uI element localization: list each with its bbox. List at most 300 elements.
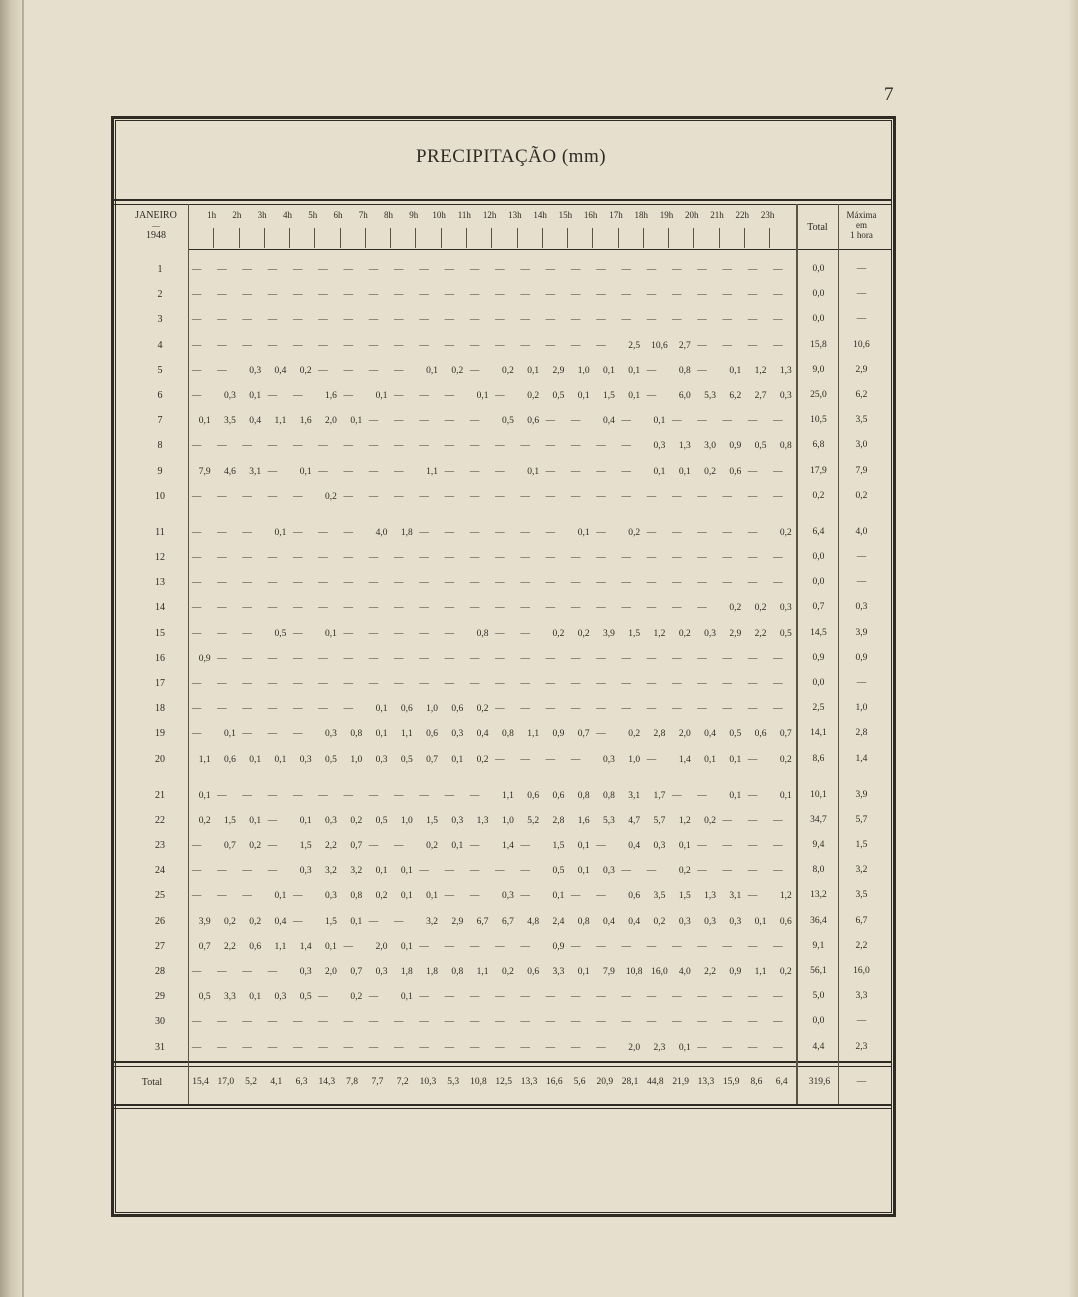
hour-cell: — <box>267 466 278 477</box>
hour-cell: — <box>520 578 530 589</box>
hour-cell: — <box>343 1042 353 1053</box>
hour-cell: — <box>242 790 252 801</box>
hour-cell: — <box>722 578 733 589</box>
hour-cell: — <box>646 315 657 326</box>
hour-cell: — <box>773 466 783 477</box>
hour-cell: — <box>217 967 227 977</box>
hour-cell: — <box>747 992 758 1003</box>
hour-cell: 0,1 <box>198 416 211 427</box>
hour-cell: — <box>368 653 379 664</box>
hour-cell: — <box>318 265 328 275</box>
hour-cell: — <box>520 1017 530 1028</box>
hour-cell: 3,0 <box>704 441 716 452</box>
hour-cell: 0,1 <box>577 967 590 977</box>
hour-cell: 10,6 <box>651 340 668 351</box>
hour-cell: — <box>217 1017 227 1028</box>
hour-cell: — <box>520 1042 530 1053</box>
hour-cell: — <box>596 315 606 326</box>
hour-col-divider <box>264 228 265 248</box>
hour-cell: — <box>697 290 707 301</box>
hour-cell: 1,7 <box>653 790 666 801</box>
row-max-1h: 6,2 <box>855 390 868 400</box>
hour-cell: — <box>318 992 328 1003</box>
hour-cell: — <box>495 754 505 765</box>
hour-cell: — <box>621 941 631 952</box>
hour-cell: — <box>267 578 278 589</box>
hour-cell: — <box>596 891 606 902</box>
day-label: 31 <box>155 1041 165 1053</box>
hour-cell: 0,1 <box>577 527 590 538</box>
hour-cell: 1,6 <box>325 391 337 401</box>
hour-cell: — <box>596 679 606 689</box>
hour-cell: 5,7 <box>653 815 666 826</box>
hour-cell: 0,3 <box>779 391 792 401</box>
hour-cell: — <box>570 992 581 1003</box>
day-label: 13 <box>155 577 165 589</box>
hour-cell: 0,5 <box>552 391 565 401</box>
hour-cell: — <box>368 679 379 689</box>
hour-cell: — <box>419 941 429 952</box>
hour-cell: 0,1 <box>451 754 464 765</box>
hour-header-20: 20h <box>685 210 699 220</box>
row-max-1h: — <box>856 314 867 325</box>
hour-cell: — <box>318 704 328 715</box>
hour-cell: 0,8 <box>577 790 590 801</box>
hour-cell: — <box>368 553 379 563</box>
hour-cell: 0,2 <box>779 754 792 765</box>
column-total: 6,4 <box>775 1077 788 1087</box>
hour-cell: — <box>318 679 328 689</box>
hour-cell: — <box>394 265 404 275</box>
hour-cell: — <box>267 866 278 877</box>
hour-cell: 2,3 <box>653 1042 666 1053</box>
hour-cell: — <box>242 603 252 614</box>
row-total: 14,5 <box>810 627 827 638</box>
hour-cell: — <box>292 553 303 563</box>
day-label: 1 <box>157 264 163 275</box>
day-label: 20 <box>155 753 165 765</box>
hour-cell: — <box>747 754 758 765</box>
hour-cell: — <box>621 466 631 477</box>
hour-cell: 0,9 <box>729 967 742 977</box>
hour-cell: — <box>267 391 278 401</box>
total-header: Total <box>807 222 828 233</box>
hour-cell: 0,2 <box>249 916 262 927</box>
hour-cell: 2,8 <box>653 729 666 740</box>
hour-cell: — <box>697 603 707 614</box>
hour-cell: — <box>292 315 303 326</box>
hour-cell: — <box>267 1042 278 1053</box>
hour-cell: — <box>343 941 353 952</box>
hour-cell: — <box>773 491 783 502</box>
row-total: 10,1 <box>810 789 827 800</box>
hour-cell: 0,9 <box>198 653 211 664</box>
row-total: 6,4 <box>812 526 825 537</box>
hour-cell: 0,3 <box>501 891 514 902</box>
hour-cell: — <box>368 441 379 452</box>
hour-cell: 0,8 <box>779 441 792 452</box>
hour-cell: 0,3 <box>274 992 287 1003</box>
hour-cell: — <box>394 679 404 689</box>
row-total: 0,0 <box>812 289 825 300</box>
hour-col-divider <box>365 228 366 248</box>
hour-cell: 0,1 <box>299 815 312 826</box>
hour-cell: — <box>621 653 631 664</box>
hour-cell: 1,3 <box>678 441 691 452</box>
hour-cell: — <box>368 992 379 1003</box>
hour-cell: — <box>191 967 202 977</box>
hour-cell: — <box>722 491 733 502</box>
hour-cell: — <box>570 891 581 902</box>
hour-cell: — <box>596 441 606 452</box>
row-total: 9,0 <box>812 364 825 375</box>
hour-cell: 0,2 <box>299 365 312 376</box>
hour-cell: 0,7 <box>350 841 363 851</box>
hour-header-10: 10h <box>432 210 446 220</box>
hour-cell: — <box>267 790 278 801</box>
hour-col-divider <box>213 228 214 248</box>
hour-cell: — <box>722 315 733 326</box>
hour-cell: — <box>545 704 556 715</box>
hour-cell: — <box>469 315 480 326</box>
hour-cell: 1,1 <box>198 754 211 765</box>
hour-cell: 0,1 <box>274 527 287 538</box>
day-label: 22 <box>155 814 165 826</box>
hour-cell: — <box>318 653 328 664</box>
hour-cell: — <box>773 704 783 715</box>
hour-cell: — <box>343 790 353 801</box>
hour-cell: — <box>242 967 252 977</box>
hour-cell: — <box>419 578 429 589</box>
hour-cell: — <box>267 1017 278 1028</box>
hour-cell: — <box>646 754 657 765</box>
hour-cell: 0,3 <box>299 754 312 765</box>
hour-cell: — <box>469 441 480 452</box>
hour-cell: 0,1 <box>577 391 590 401</box>
hour-cell: — <box>495 466 505 477</box>
hour-cell: — <box>570 553 581 563</box>
hour-cell: 1,3 <box>704 891 716 902</box>
hour-cell: — <box>419 628 429 639</box>
hour-cell: — <box>672 265 682 275</box>
hour-cell: 0,2 <box>426 841 438 851</box>
hour-cell: 1,1 <box>274 941 287 952</box>
day-label: 11 <box>155 526 165 538</box>
day-label: 25 <box>155 890 165 902</box>
hour-cell: 1,6 <box>299 416 312 427</box>
hour-cell: — <box>520 441 530 452</box>
row-total: 9,4 <box>812 840 825 850</box>
hour-cell: — <box>747 1017 758 1028</box>
hour-cell: 0,6 <box>249 941 262 952</box>
hour-cell: — <box>242 527 252 538</box>
hour-cell: 0,2 <box>704 466 716 477</box>
hour-cell: — <box>672 603 682 614</box>
hour-cell: — <box>545 527 556 538</box>
hour-cell: — <box>267 653 278 664</box>
day-label: 15 <box>155 627 165 639</box>
hour-cell: — <box>621 491 631 502</box>
hour-cell: — <box>343 315 353 326</box>
hour-cell: — <box>292 628 303 639</box>
hour-cell: 0,3 <box>729 916 742 927</box>
hour-cell: — <box>646 1017 657 1028</box>
row-total: 2,5 <box>812 703 825 714</box>
hour-cell: — <box>267 290 278 301</box>
hour-cell: — <box>672 653 682 664</box>
hour-cell: — <box>621 265 631 275</box>
hour-col-divider <box>618 228 619 248</box>
hour-cell: 3,5 <box>653 891 666 902</box>
hour-cell: 0,7 <box>223 841 236 851</box>
row-total: 9,1 <box>812 940 825 951</box>
hour-cell: 0,3 <box>375 754 388 765</box>
hour-cell: 0,8 <box>603 790 615 801</box>
row-total: 8,6 <box>812 753 825 764</box>
hour-cell: 0,7 <box>577 729 590 740</box>
hour-cell: — <box>495 391 505 401</box>
row-total: 56,1 <box>810 966 827 976</box>
hour-cell: — <box>596 941 606 952</box>
hour-cell: 0,1 <box>628 365 641 376</box>
hour-cell: 2,4 <box>552 916 565 927</box>
hour-cell: — <box>672 527 682 538</box>
hour-cell: — <box>191 315 202 326</box>
hour-cell: 0,3 <box>325 729 337 740</box>
hour-cell: — <box>596 340 606 351</box>
hour-cell: — <box>343 290 353 301</box>
hour-cell: — <box>469 866 480 877</box>
hour-cell: — <box>444 416 455 427</box>
hour-cell: 0,8 <box>501 729 514 740</box>
day-label: 16 <box>155 652 165 664</box>
hour-cell: — <box>697 1017 707 1028</box>
hour-cell: — <box>191 527 202 538</box>
hour-cell: — <box>191 866 202 877</box>
hour-cell: — <box>343 365 353 376</box>
hour-cell: — <box>394 553 404 563</box>
hour-cell: — <box>495 441 505 452</box>
hour-cell: — <box>747 466 758 477</box>
hour-cell: 7,9 <box>603 967 615 977</box>
hour-cell: — <box>747 578 758 589</box>
hour-cell: — <box>191 679 202 689</box>
hour-cell: — <box>343 340 353 351</box>
hour-cell: — <box>191 1042 202 1053</box>
hour-cell: — <box>292 704 303 715</box>
hour-cell: — <box>596 491 606 502</box>
hour-cell: — <box>672 315 682 326</box>
year-label: 1948 <box>146 230 166 241</box>
hour-cell: 0,4 <box>603 916 615 927</box>
hour-cell: — <box>191 628 202 639</box>
hour-cell: — <box>545 1017 556 1028</box>
hour-cell: — <box>292 290 303 301</box>
day-label: 5 <box>157 364 163 376</box>
hour-cell: — <box>747 315 758 326</box>
hour-cell: — <box>191 491 202 502</box>
hour-cell: — <box>217 365 227 376</box>
hour-cell: 0,1 <box>223 729 236 740</box>
hour-header-12: 12h <box>482 210 497 220</box>
hour-cell: 5,3 <box>704 391 716 401</box>
hour-cell: 0,2 <box>476 704 489 715</box>
hour-cell: — <box>394 790 404 801</box>
hour-col-divider <box>239 228 240 248</box>
hour-cell: 0,8 <box>678 365 691 376</box>
hour-cell: 0,2 <box>350 992 363 1003</box>
hour-cell: — <box>495 578 505 589</box>
hour-cell: — <box>444 866 455 877</box>
hour-cell: 0,4 <box>274 365 287 376</box>
hour-cell: — <box>368 628 379 639</box>
hour-cell: — <box>469 603 480 614</box>
hour-cell: 0,1 <box>426 891 438 902</box>
hour-cell: — <box>368 365 379 376</box>
hour-cell: 0,1 <box>375 729 388 740</box>
hour-cell: — <box>469 891 480 902</box>
hour-cell: — <box>596 992 606 1003</box>
hour-cell: — <box>646 866 657 877</box>
hour-cell: 0,6 <box>426 729 438 740</box>
hour-cell: 2,2 <box>754 628 767 639</box>
hour-header-3: 3h <box>257 210 267 220</box>
hour-cell: 0,4 <box>476 729 489 740</box>
hour-cell: — <box>419 653 429 664</box>
hour-cell: 0,3 <box>375 967 388 977</box>
hour-cell: — <box>394 628 404 639</box>
row-total: 14,1 <box>810 728 827 739</box>
hour-cell: — <box>697 941 707 952</box>
hour-cell: 1,1 <box>754 967 767 977</box>
hour-cell: 0,2 <box>779 967 792 977</box>
hour-cell: — <box>267 603 278 614</box>
hour-cell: 0,1 <box>603 365 615 376</box>
hour-cell: 3,1 <box>249 466 262 477</box>
hour-cell: 0,1 <box>729 790 742 801</box>
hour-cell: — <box>394 841 404 851</box>
hour-cell: 0,1 <box>249 992 262 1003</box>
hour-cell: 0,2 <box>451 365 464 376</box>
hour-cell: — <box>318 290 328 301</box>
hour-cell: 1,5 <box>628 628 641 639</box>
row-total: 25,0 <box>810 390 827 400</box>
hour-cell: — <box>469 416 480 427</box>
hour-cell: — <box>545 553 556 563</box>
hour-cell: 0,2 <box>501 967 514 977</box>
hour-cell: — <box>292 1017 303 1028</box>
hour-cell: — <box>242 340 252 351</box>
hour-cell: — <box>570 1042 581 1053</box>
hour-cell: — <box>394 916 404 927</box>
hour-cell: — <box>773 1017 783 1028</box>
hour-cell: — <box>520 265 530 275</box>
hour-cell: — <box>444 603 455 614</box>
column-total: 12,5 <box>495 1077 513 1087</box>
row-max-1h: 0,3 <box>855 602 868 613</box>
hour-cell: — <box>495 941 505 952</box>
hour-cell: — <box>697 679 707 689</box>
hour-cell: — <box>394 578 404 589</box>
hour-header-8: 8h <box>384 210 394 220</box>
row-total: 6,8 <box>812 440 825 451</box>
hour-cell: — <box>292 603 303 614</box>
hour-cell: — <box>520 704 530 715</box>
hour-cell: — <box>191 391 202 401</box>
hour-cell: 1,0 <box>350 754 363 765</box>
row-max-1h: 2,3 <box>855 1041 868 1052</box>
hour-cell: 0,2 <box>249 841 262 851</box>
hour-cell: 0,5 <box>299 992 312 1003</box>
hour-cell: 0,4 <box>628 841 641 851</box>
hour-cell: — <box>419 391 429 401</box>
hour-cell: — <box>419 866 429 877</box>
hour-cell: 0,9 <box>552 941 565 952</box>
hour-cell: 1,6 <box>577 815 590 826</box>
hour-cell: — <box>292 729 303 740</box>
hour-cell: — <box>672 578 682 589</box>
hour-cell: — <box>444 628 455 639</box>
hour-cell: 1,3 <box>779 365 792 376</box>
row-total: 0,0 <box>812 552 825 562</box>
hour-cell: 3,2 <box>350 866 363 877</box>
row-max-1h: 4,0 <box>855 526 868 537</box>
row-max-1h: 2,2 <box>855 940 868 951</box>
hour-cell: 0,6 <box>223 754 236 765</box>
hour-cell: — <box>191 365 202 376</box>
hour-cell: — <box>394 416 404 427</box>
hour-cell: — <box>444 679 455 689</box>
hour-cell: — <box>217 527 227 538</box>
hour-cell: 6,7 <box>501 916 514 927</box>
hour-cell: 2,2 <box>704 967 716 977</box>
hour-cell: 1,5 <box>325 916 337 927</box>
hour-cell: — <box>292 891 303 902</box>
hour-cell: — <box>217 441 227 452</box>
row-max-1h: 2,9 <box>855 364 868 375</box>
hour-cell: 0,2 <box>779 527 792 538</box>
hour-cell: — <box>697 866 707 877</box>
hour-cell: — <box>646 704 657 715</box>
hour-cell: — <box>292 653 303 664</box>
hour-cell: 0,1 <box>375 391 388 401</box>
row-total: 0,0 <box>812 577 825 588</box>
hour-cell: — <box>697 578 707 589</box>
hour-cell: — <box>520 491 530 502</box>
hour-cell: 1,2 <box>779 891 792 902</box>
column-total: 17,0 <box>217 1077 235 1087</box>
hour-cell: 2,9 <box>729 628 742 639</box>
hour-cell: — <box>368 416 379 427</box>
hour-cell: — <box>621 704 631 715</box>
hour-cell: — <box>318 340 328 351</box>
column-total: 6,3 <box>295 1077 308 1087</box>
hour-cell: — <box>621 416 631 427</box>
hour-cell: — <box>191 553 202 563</box>
hour-cell: — <box>444 441 455 452</box>
hour-cell: — <box>292 527 303 538</box>
day-label: 28 <box>155 966 165 977</box>
hour-cell: — <box>318 1017 328 1028</box>
hour-cell: — <box>495 491 505 502</box>
day-label: 30 <box>155 1016 165 1028</box>
max-header-line-3: 1 hora <box>850 230 873 240</box>
hour-cell: — <box>570 1017 581 1028</box>
hour-cell: — <box>545 491 556 502</box>
hour-cell: 2,9 <box>451 916 464 927</box>
column-total: 5,6 <box>573 1077 586 1087</box>
hour-cell: — <box>520 992 530 1003</box>
